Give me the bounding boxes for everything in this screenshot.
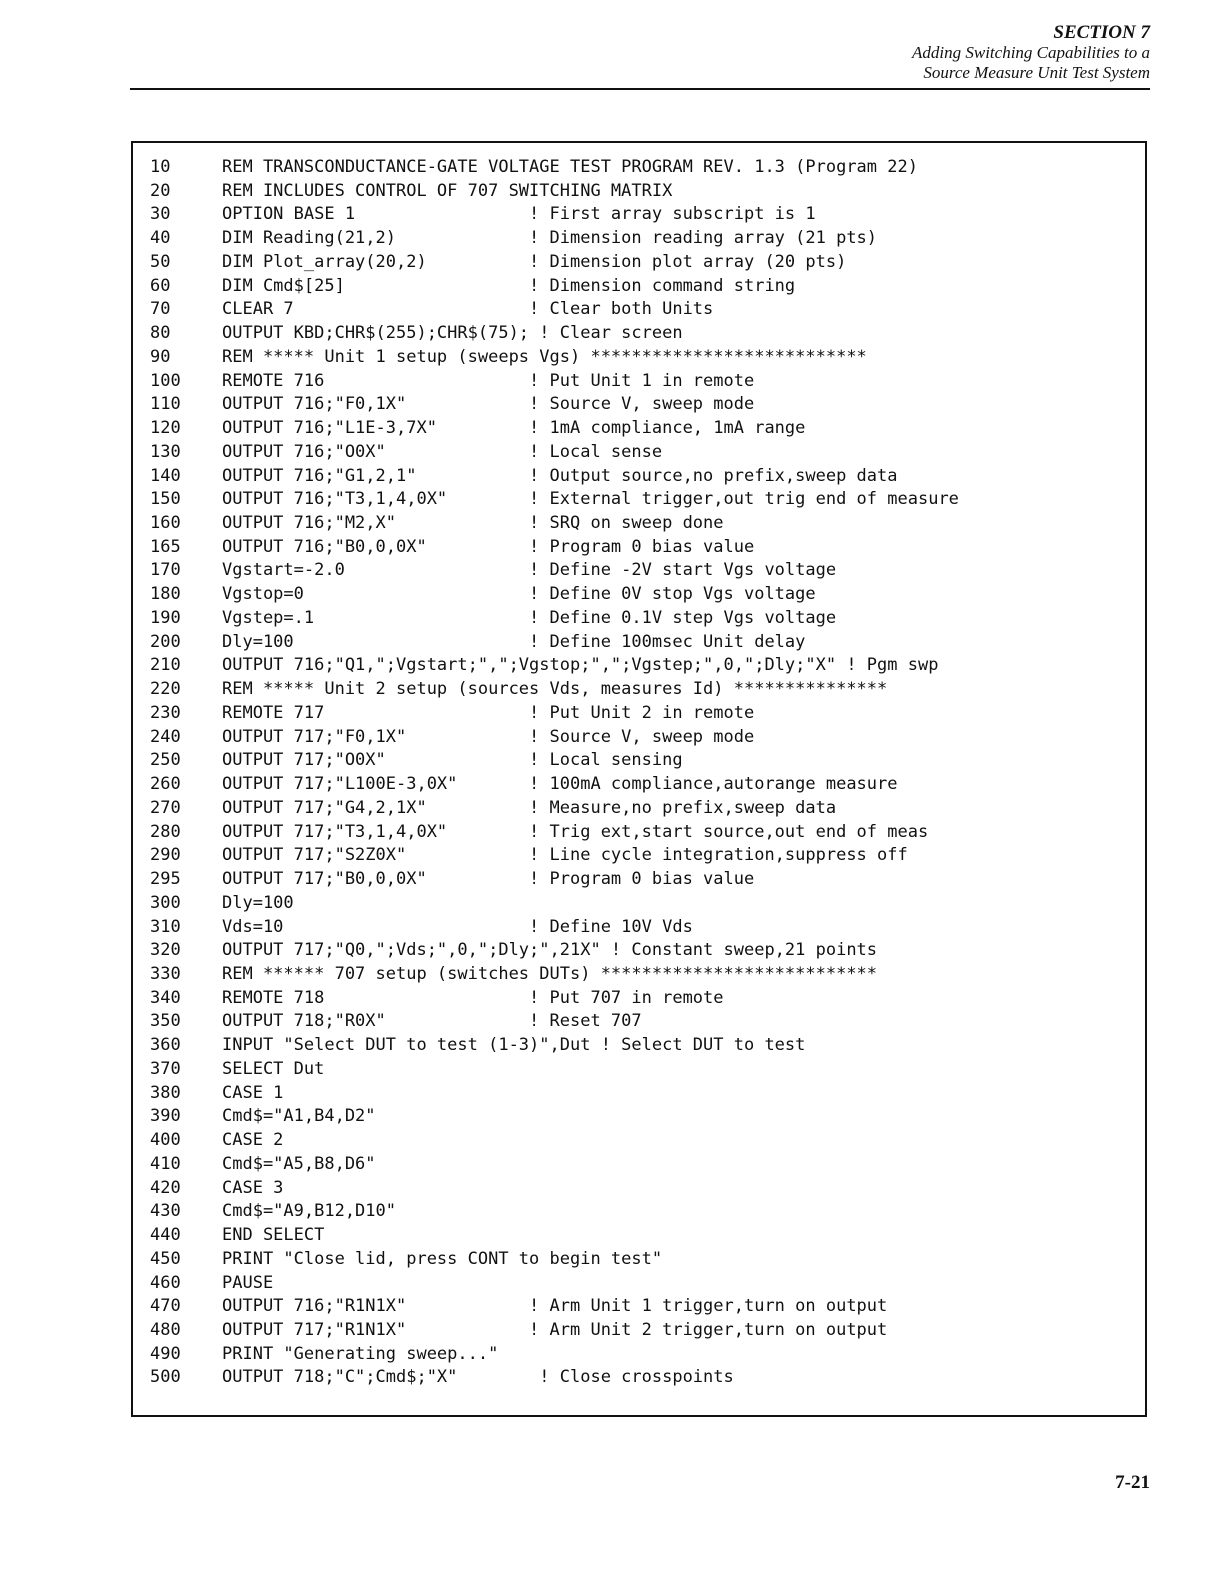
line-statement: REM ***** Unit 1 setup (sweeps Vgs) *************************** (222, 346, 867, 367)
section-title: SECTION 7 (1053, 22, 1150, 43)
line-statement: Vgstep=.1 ! Define 0.1V step Vgs voltage (222, 607, 837, 628)
line-statement: OUTPUT 716;"Q1,";Vgstart;",";Vgstop;",";Vgstep;",0,";Dly;"X" ! Pgm swp (222, 655, 939, 676)
line-number: 140 (150, 465, 181, 486)
line-number: 250 (150, 750, 181, 771)
line-statement: END SELECT (222, 1225, 325, 1246)
line-number: 460 (150, 1272, 181, 1293)
line-number: 230 (150, 702, 181, 723)
line-statement: SELECT Dut (222, 1058, 325, 1079)
line-statement: REMOTE 718 ! Put 707 in remote (222, 987, 724, 1008)
program-listing (131, 141, 1147, 1417)
code-line (150, 346, 959, 370)
code-line (150, 227, 959, 251)
code-line (150, 773, 959, 797)
line-statement: OUTPUT 717;"S2Z0X" ! Line cycle integration,suppress off (222, 845, 908, 866)
line-statement: CASE 2 (222, 1130, 284, 1151)
code-line (150, 1082, 959, 1106)
code-line (150, 1010, 959, 1034)
line-statement: OUTPUT 717;"L100E-3,0X" ! 100mA compliance,autorange measure (222, 774, 898, 795)
line-statement: REM ***** Unit 2 setup (sources Vds, measures Id) *************** (222, 679, 888, 700)
line-statement: CASE 3 (222, 1177, 284, 1198)
line-statement: REM TRANSCONDUCTANCE-GATE VOLTAGE TEST PROGRAM REV. 1.3 (Program 22) (222, 157, 918, 177)
code-line (150, 1105, 959, 1129)
page-header (912, 22, 1150, 83)
line-number: 110 (150, 394, 181, 415)
code-line (150, 1058, 959, 1082)
line-number: 120 (150, 418, 181, 439)
line-number: 210 (150, 655, 181, 676)
code-line (150, 678, 959, 702)
line-number: 320 (150, 940, 181, 961)
code-line (150, 1200, 959, 1224)
code-line (150, 465, 959, 489)
line-number: 290 (150, 845, 181, 866)
code-line (150, 488, 959, 512)
code-line (150, 1153, 959, 1177)
code-line (150, 654, 959, 678)
code-line (150, 1248, 959, 1272)
line-number: 10 (150, 157, 171, 177)
line-number: 260 (150, 774, 181, 795)
line-number: 500 (150, 1367, 181, 1388)
line-number: 130 (150, 441, 181, 462)
line-statement: REM ****** 707 setup (switches DUTs) *************************** (222, 963, 878, 984)
code-line (150, 512, 959, 536)
code-line (150, 821, 959, 845)
code-line (150, 417, 959, 441)
code-line (150, 892, 959, 916)
line-statement: OUTPUT 716;"O0X" ! Local sense (222, 441, 663, 462)
line-number: 430 (150, 1201, 181, 1222)
code-line (150, 749, 959, 773)
line-statement: CLEAR 7 ! Clear both Units (222, 299, 714, 320)
code-line (150, 963, 959, 987)
line-number: 400 (150, 1130, 181, 1151)
code-line (150, 1129, 959, 1153)
line-number: 60 (150, 275, 171, 296)
program-code (150, 156, 959, 1390)
code-line (150, 868, 959, 892)
page-number: 7-21 (1115, 1472, 1150, 1493)
code-line (150, 298, 959, 322)
code-line (150, 1343, 959, 1367)
code-line (150, 203, 959, 227)
line-number: 30 (150, 204, 171, 225)
line-number: 150 (150, 489, 181, 510)
line-number: 490 (150, 1343, 181, 1364)
line-number: 350 (150, 1011, 181, 1032)
code-line (150, 1295, 959, 1319)
line-statement: Cmd$="A5,B8,D6" (222, 1153, 376, 1174)
line-number: 300 (150, 892, 181, 913)
code-line (150, 631, 959, 655)
code-line (150, 1272, 959, 1296)
code-line (150, 702, 959, 726)
line-statement: OUTPUT 716;"T3,1,4,0X" ! External trigger,out trig end of measure (222, 489, 959, 510)
line-number: 200 (150, 631, 181, 652)
line-number: 270 (150, 797, 181, 818)
line-number: 440 (150, 1225, 181, 1246)
line-statement: OUTPUT 716;"B0,0,0X" ! Program 0 bias value (222, 536, 755, 557)
line-number: 80 (150, 323, 171, 344)
line-number: 165 (150, 536, 181, 557)
code-line (150, 1224, 959, 1248)
code-line (150, 1319, 959, 1343)
code-line (150, 180, 959, 204)
line-number: 40 (150, 228, 171, 249)
line-statement: PRINT "Generating sweep..." (222, 1343, 499, 1364)
line-number: 450 (150, 1248, 181, 1269)
line-number: 470 (150, 1296, 181, 1317)
line-statement: DIM Plot_array(20,2) ! Dimension plot array (20 pts) (222, 251, 847, 272)
section-subtitle-line1: Adding Switching Capabilities to a (912, 43, 1150, 62)
line-number: 160 (150, 513, 181, 534)
line-number: 50 (150, 251, 171, 272)
line-statement: OUTPUT 716;"M2,X" ! SRQ on sweep done (222, 513, 724, 534)
line-statement: Vgstop=0 ! Define 0V stop Vgs voltage (222, 584, 816, 605)
code-line (150, 797, 959, 821)
line-number: 280 (150, 821, 181, 842)
line-number: 390 (150, 1106, 181, 1127)
line-number: 295 (150, 869, 181, 890)
line-number: 330 (150, 963, 181, 984)
line-statement: REMOTE 717 ! Put Unit 2 in remote (222, 702, 755, 723)
line-number: 20 (150, 180, 171, 201)
code-line (150, 939, 959, 963)
line-statement: Vds=10 ! Define 10V Vds (222, 916, 693, 937)
line-statement: OUTPUT 717;"R1N1X" ! Arm Unit 2 trigger,turn on output (222, 1319, 888, 1340)
line-statement: OUTPUT 716;"L1E-3,7X" ! 1mA compliance, 1mA range (222, 418, 806, 439)
line-statement: OUTPUT 717;"B0,0,0X" ! Program 0 bias value (222, 869, 755, 890)
line-number: 380 (150, 1082, 181, 1103)
line-number: 410 (150, 1153, 181, 1174)
code-line (150, 1034, 959, 1058)
line-statement: OUTPUT KBD;CHR$(255);CHR$(75); ! Clear screen (222, 323, 683, 344)
line-statement: Cmd$="A9,B12,D10" (222, 1201, 396, 1222)
line-number: 90 (150, 346, 171, 367)
code-line (150, 536, 959, 560)
code-line (150, 1177, 959, 1201)
line-statement: OUTPUT 717;"O0X" ! Local sensing (222, 750, 683, 771)
section-subtitle-line2: Source Measure Unit Test System (923, 63, 1150, 82)
line-statement: PAUSE (222, 1272, 274, 1293)
line-number: 190 (150, 607, 181, 628)
line-number: 480 (150, 1319, 181, 1340)
line-number: 100 (150, 370, 181, 391)
line-statement: OUTPUT 717;"F0,1X" ! Source V, sweep mode (222, 726, 755, 747)
line-statement: OUTPUT 716;"F0,1X" ! Source V, sweep mode (222, 394, 755, 415)
code-line (150, 1366, 959, 1390)
code-line (150, 583, 959, 607)
line-statement: OUTPUT 717;"G4,2,1X" ! Measure,no prefix,sweep data (222, 797, 837, 818)
code-line (150, 559, 959, 583)
line-number: 70 (150, 299, 171, 320)
line-statement: OUTPUT 717;"T3,1,4,0X" ! Trig ext,start source,out end of meas (222, 821, 929, 842)
line-number: 240 (150, 726, 181, 747)
code-line (150, 726, 959, 750)
code-line (150, 607, 959, 631)
line-statement: Dly=100 (222, 892, 294, 913)
line-statement: REM INCLUDES CONTROL OF 707 SWITCHING MATRIX (222, 180, 673, 201)
code-line (150, 322, 959, 346)
code-line (150, 441, 959, 465)
line-statement: Dly=100 ! Define 100msec Unit delay (222, 631, 806, 652)
line-statement: DIM Reading(21,2) ! Dimension reading array (21 pts) (222, 228, 878, 249)
line-statement: OUTPUT 717;"Q0,";Vds;",0,";Dly;",21X" ! Constant sweep,21 points (222, 940, 878, 961)
line-number: 180 (150, 584, 181, 605)
line-statement: REMOTE 716 ! Put Unit 1 in remote (222, 370, 755, 391)
header-rule (130, 88, 1150, 90)
line-number: 220 (150, 679, 181, 700)
line-number: 170 (150, 560, 181, 581)
line-statement: OPTION BASE 1 ! First array subscript is 1 (222, 204, 816, 225)
line-statement: OUTPUT 718;"R0X" ! Reset 707 (222, 1011, 642, 1032)
line-statement: OUTPUT 716;"R1N1X" ! Arm Unit 1 trigger,turn on output (222, 1296, 888, 1317)
code-line (150, 916, 959, 940)
code-line (150, 987, 959, 1011)
line-number: 370 (150, 1058, 181, 1079)
line-statement: Vgstart=-2.0 ! Define -2V start Vgs voltage (222, 560, 837, 581)
code-line (150, 251, 959, 275)
line-number: 310 (150, 916, 181, 937)
code-line (150, 393, 959, 417)
line-statement: Cmd$="A1,B4,D2" (222, 1106, 376, 1127)
line-statement: INPUT "Select DUT to test (1-3)",Dut ! Select DUT to test (222, 1035, 806, 1056)
line-statement: OUTPUT 716;"G1,2,1" ! Output source,no prefix,sweep data (222, 465, 898, 486)
code-line (150, 156, 959, 180)
code-line (150, 370, 959, 394)
line-statement: PRINT "Close lid, press CONT to begin test" (222, 1248, 663, 1269)
line-statement: CASE 1 (222, 1082, 284, 1103)
line-number: 420 (150, 1177, 181, 1198)
line-number: 360 (150, 1035, 181, 1056)
code-line (150, 275, 959, 299)
line-number: 340 (150, 987, 181, 1008)
line-statement: OUTPUT 718;"C";Cmd$;"X" ! Close crosspoints (222, 1367, 734, 1388)
line-statement: DIM Cmd$[25] ! Dimension command string (222, 275, 796, 296)
code-line (150, 844, 959, 868)
